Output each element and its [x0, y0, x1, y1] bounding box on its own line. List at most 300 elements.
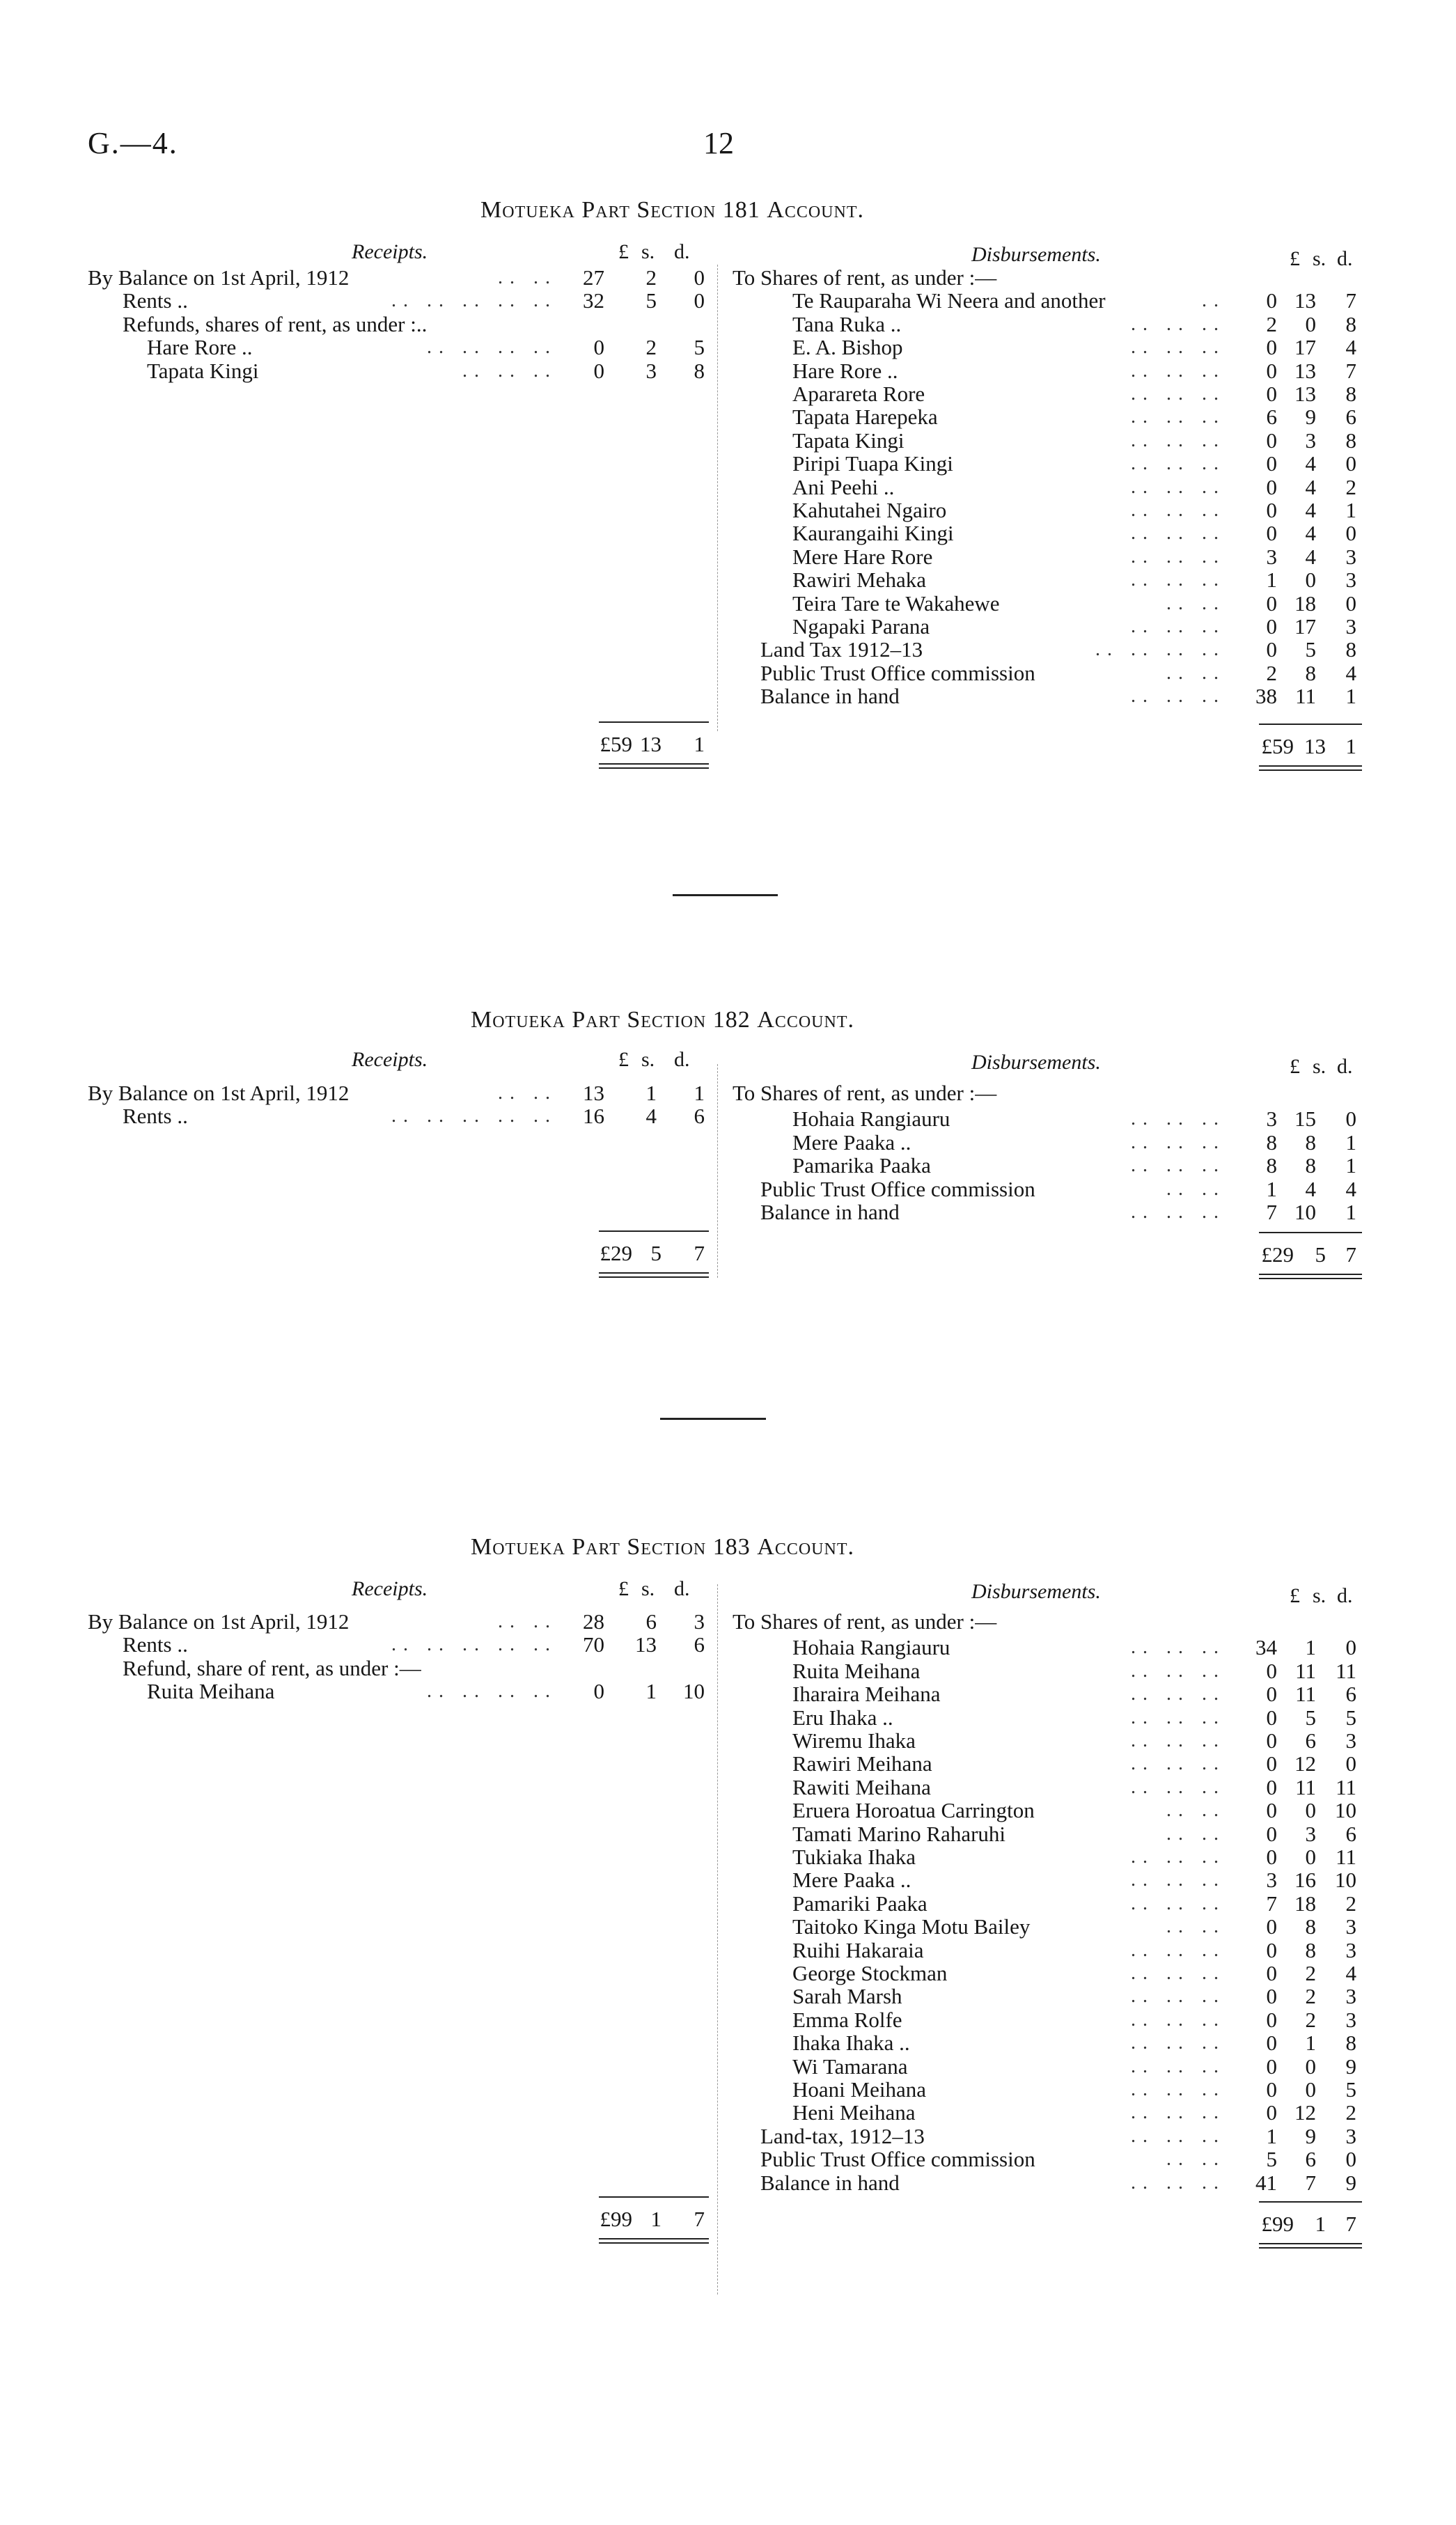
receipt-pence: 8 [694, 358, 705, 383]
leader-dots: .. .. [498, 1082, 557, 1104]
disbursement-pounds: 0 [1266, 1774, 1277, 1799]
title-word: Account. [757, 1007, 854, 1033]
receipt-pounds: 28 [583, 1609, 604, 1634]
leader-dots: .. .. [1166, 2148, 1226, 2171]
disbursement-pounds: 8 [1266, 1129, 1277, 1155]
disbursement-label: Pamariki Paaka [792, 1891, 927, 1916]
receipt-label: Rents .. [123, 1104, 188, 1129]
disbursement-pounds: 2 [1266, 311, 1277, 336]
leader-dots: .. .. .. .. .. [391, 1634, 557, 1656]
leader-dots: .. .. .. [1131, 1846, 1226, 1868]
leader-dots: .. .. .. [1131, 569, 1226, 591]
disbursements-total-pence: 1 [1345, 734, 1356, 758]
leader-dots: .. .. .. [1131, 1131, 1226, 1153]
disbursement-shillings: 0 [1305, 2054, 1316, 2079]
disbursement-pounds: 0 [1266, 1984, 1277, 2009]
disbursement-pence: 0 [1345, 591, 1356, 616]
disbursement-shillings: 8 [1305, 660, 1316, 685]
disbursement-shillings: 2 [1305, 1961, 1316, 1985]
disbursement-label: Balance in hand [760, 2170, 900, 2195]
disbursement-pounds: 0 [1266, 382, 1277, 406]
disbursement-shillings: 4 [1305, 1176, 1316, 1201]
leader-dots: .. .. .. [1131, 429, 1226, 451]
disbursement-pounds: 3 [1266, 1107, 1277, 1132]
disbursement-pounds: 0 [1266, 1937, 1277, 1962]
disbursement-label: Balance in hand [760, 1200, 900, 1224]
receipt-pence: 5 [694, 335, 705, 360]
disbursement-pounds: 0 [1266, 2054, 1277, 2079]
receipt-shillings: 2 [645, 335, 657, 360]
disbursement-pence: 8 [1345, 2031, 1356, 2056]
disbursement-label: Mere Paaka .. [792, 1129, 911, 1155]
receipt-pounds: 0 [593, 335, 604, 360]
disbursement-label: Tana Ruka .. [792, 311, 902, 336]
disbursement-pounds: 41 [1255, 2170, 1277, 2195]
disbursement-label: Hohaia Rangiauru [792, 1107, 950, 1132]
disbursement-pounds: 0 [1266, 1821, 1277, 1846]
disbursements-total-rule [1259, 1232, 1362, 1233]
receipts-total-shillings: 13 [640, 732, 662, 756]
disbursement-shillings: 0 [1305, 1845, 1316, 1869]
column-divider [717, 1584, 718, 2295]
disbursement-pence: 6 [1345, 405, 1356, 430]
leader-dots: .. .. .. [1131, 1730, 1226, 1751]
title-word: Section [636, 197, 717, 223]
disbursement-pence: 3 [1345, 1728, 1356, 1753]
disbursement-label: To Shares of rent, as under :— [733, 1081, 997, 1105]
leader-dots: .. .. .. [1131, 522, 1226, 545]
disbursements-col-shillings: s. [1313, 1055, 1326, 1078]
disbursement-label: Rawiti Meihana [792, 1774, 931, 1799]
receipt-label: Refund, share of rent, as under :— [123, 1655, 421, 1680]
leader-dots: .. .. [1166, 1822, 1226, 1845]
receipt-shillings: 1 [645, 1679, 657, 1704]
disbursement-pounds: 8 [1266, 1153, 1277, 1178]
disbursement-pence: 7 [1345, 358, 1356, 383]
receipts-total-rule [599, 721, 709, 723]
disbursement-pounds: 2 [1266, 660, 1277, 685]
disbursement-label: Heni Meihana [792, 2100, 916, 2125]
disbursement-label: Hare Rore .. [792, 358, 898, 383]
disbursement-pence: 0 [1345, 451, 1356, 476]
receipt-pence: 0 [694, 288, 705, 313]
disbursement-shillings: 0 [1305, 311, 1316, 336]
disbursement-shillings: 1 [1305, 2031, 1316, 2056]
disbursement-pence: 3 [1345, 2123, 1356, 2148]
disbursement-pence: 8 [1345, 428, 1356, 453]
disbursement-pounds: 7 [1266, 1891, 1277, 1916]
receipts-heading: Receipts. [352, 1048, 428, 1071]
receipt-label: Ruita Meihana [147, 1679, 275, 1704]
receipt-shillings: 4 [645, 1104, 657, 1129]
leader-dots: .. .. .. [1131, 383, 1226, 405]
disbursement-shillings: 18 [1294, 1891, 1316, 1916]
leader-dots: .. .. .. .. [427, 336, 557, 359]
leader-dots: .. .. .. [1131, 1108, 1226, 1130]
leader-dots: .. .. .. [1131, 1869, 1226, 1891]
leader-dots: .. .. .. [1131, 2008, 1226, 2031]
disbursement-label: Iharaira Meihana [792, 1682, 941, 1707]
disbursement-pounds: 0 [1266, 1914, 1277, 1939]
disbursement-label: Emma Rolfe [792, 2007, 902, 2032]
disbursement-pence: 6 [1345, 1682, 1356, 1707]
leader-dots: .. [1202, 290, 1226, 312]
title-word: 181 [722, 197, 760, 223]
disbursement-label: To Shares of rent, as under :— [733, 265, 997, 290]
disbursement-label: E. A. Bishop [792, 335, 903, 360]
disbursement-pence: 2 [1345, 1891, 1356, 1916]
disbursement-shillings: 5 [1305, 637, 1316, 662]
disbursement-label: Aparareta Rore [792, 382, 925, 406]
disbursement-label: Tapata Harepeka [792, 405, 938, 430]
disbursement-pence: 9 [1345, 2054, 1356, 2079]
disbursement-label: Eruera Horoatua Carrington [792, 1798, 1035, 1823]
disbursement-shillings: 0 [1305, 2077, 1316, 2102]
leader-dots: .. .. .. [1131, 616, 1226, 637]
disbursement-pounds: 34 [1255, 1635, 1277, 1660]
receipts-col-shillings: s. [641, 240, 655, 263]
leader-dots: .. .. .. [1131, 1985, 1226, 2008]
disbursement-pounds: 0 [1266, 474, 1277, 499]
disbursement-label: Hohaia Rangiauru [792, 1635, 950, 1660]
leader-dots: .. .. .. [1131, 499, 1226, 521]
title-word: Part [581, 197, 630, 223]
disbursement-shillings: 4 [1305, 521, 1316, 546]
disbursement-pounds: 5 [1266, 2147, 1277, 2172]
disbursement-pounds: 0 [1266, 335, 1277, 360]
leader-dots: .. .. [498, 1611, 557, 1632]
leader-dots: .. .. .. [1131, 2032, 1226, 2054]
receipt-label: Refunds, shares of rent, as under :.. [123, 311, 428, 336]
leader-dots: .. .. .. [1131, 1636, 1226, 1659]
disbursement-pence: 1 [1345, 1153, 1356, 1178]
disbursement-shillings: 15 [1294, 1107, 1316, 1132]
disbursement-label: To Shares of rent, as under :— [733, 1609, 997, 1634]
disbursement-shillings: 9 [1305, 405, 1316, 430]
leader-dots: .. .. [1166, 662, 1226, 684]
receipts-total-rule [599, 2196, 709, 2198]
disbursement-pounds: 0 [1266, 1682, 1277, 1707]
account-title [471, 1534, 854, 1561]
disbursement-label: Mere Paaka .. [792, 1868, 911, 1893]
receipts-total-pounds: £59 [600, 732, 632, 756]
disbursements-total-double-rule [1259, 1274, 1362, 1279]
receipts-total-double-rule [599, 763, 709, 769]
disbursement-pounds: 0 [1266, 1961, 1277, 1985]
disbursement-pounds: 0 [1266, 1705, 1277, 1730]
disbursements-col-pence: d. [1337, 1055, 1353, 1078]
receipts-total-pounds: £29 [600, 1241, 632, 1265]
leader-dots: .. .. .. [1131, 2055, 1226, 2077]
disbursement-pounds: 0 [1266, 2100, 1277, 2125]
receipt-label: By Balance on 1st April, 1912 [88, 1609, 350, 1634]
leader-dots: .. .. .. [1131, 1892, 1226, 1914]
disbursement-shillings: 13 [1294, 358, 1316, 383]
leader-dots: .. .. .. [1131, 1155, 1226, 1177]
disbursement-label: Kahutahei Ngairo [792, 498, 947, 522]
disbursement-label: Te Rauparaha Wi Neera and another [792, 288, 1106, 313]
receipt-pence: 6 [694, 1104, 705, 1129]
disbursement-shillings: 11 [1295, 1658, 1316, 1683]
receipt-pence: 1 [694, 1081, 705, 1105]
disbursement-pounds: 0 [1266, 637, 1277, 662]
disbursement-pence: 3 [1345, 1984, 1356, 2009]
disbursement-pounds: 0 [1266, 2077, 1277, 2102]
disbursement-label: Balance in hand [760, 684, 900, 709]
disbursement-shillings: 16 [1294, 1868, 1316, 1893]
leader-dots: .. .. .. [1131, 1776, 1226, 1798]
disbursements-heading: Disbursements. [971, 1580, 1101, 1603]
disbursement-label: Rawiri Meihana [792, 1751, 932, 1776]
disbursements-total-pounds: £99 [1261, 2212, 1294, 2236]
disbursement-shillings: 4 [1305, 544, 1316, 569]
disbursement-pence: 2 [1345, 474, 1356, 499]
title-word: Part [572, 1534, 620, 1560]
disbursements-col-pounds: £ [1290, 1584, 1300, 1607]
receipts-heading: Receipts. [352, 240, 428, 263]
disbursement-shillings: 13 [1294, 382, 1316, 406]
leader-dots: .. .. .. [1131, 406, 1226, 428]
disbursement-label: Kaurangaihi Kingi [792, 521, 954, 546]
leader-dots: .. .. .. [1131, 2102, 1226, 2124]
disbursement-shillings: 6 [1305, 1728, 1316, 1753]
disbursement-pence: 1 [1345, 498, 1356, 522]
disbursements-total-double-rule [1259, 2243, 1362, 2249]
disbursement-pence: 0 [1345, 1751, 1356, 1776]
disbursement-pounds: 0 [1266, 521, 1277, 546]
disbursement-pounds: 0 [1266, 1751, 1277, 1776]
receipts-col-pence: d. [674, 1577, 690, 1600]
disbursement-pounds: 0 [1266, 1845, 1277, 1869]
receipt-shillings: 2 [645, 265, 657, 290]
column-divider [717, 265, 718, 731]
title-word: Motueka [471, 1534, 565, 1560]
title-word: Section [627, 1007, 707, 1033]
receipts-col-pounds: £ [618, 1048, 629, 1071]
disbursements-total-rule [1259, 2201, 1362, 2203]
disbursement-pence: 0 [1345, 2147, 1356, 2172]
receipts-total-rule [599, 1230, 709, 1232]
receipts-col-pence: d. [674, 1048, 690, 1071]
account-title [471, 1007, 854, 1033]
leader-dots: .. .. .. [462, 359, 557, 382]
receipts-total-pounds: £99 [600, 2207, 632, 2231]
disbursement-label: Public Trust Office commission [760, 660, 1035, 685]
disbursement-pence: 4 [1345, 1176, 1356, 1201]
disbursement-label: Wi Tamarana [792, 2054, 908, 2079]
disbursement-pounds: 0 [1266, 451, 1277, 476]
leader-dots: .. .. [498, 267, 557, 288]
section-separator [673, 894, 778, 896]
disbursements-total-rule [1259, 724, 1362, 725]
disbursement-label: Wiremu Ihaka [792, 1728, 916, 1753]
disbursement-pence: 2 [1345, 2100, 1356, 2125]
disbursement-pounds: 0 [1266, 1798, 1277, 1823]
receipts-total-pence: 1 [694, 732, 705, 756]
receipts-total-double-rule [599, 1272, 709, 1278]
disbursement-pounds: 0 [1266, 2031, 1277, 2056]
receipts-col-shillings: s. [641, 1048, 655, 1071]
receipt-label: Hare Rore .. [147, 335, 253, 360]
receipt-pounds: 70 [583, 1632, 604, 1657]
receipts-total-double-rule [599, 2238, 709, 2244]
disbursement-pounds: 0 [1266, 358, 1277, 383]
disbursements-col-shillings: s. [1313, 247, 1326, 270]
disbursement-label: Land-tax, 1912–13 [760, 2123, 925, 2148]
disbursement-shillings: 0 [1305, 568, 1316, 593]
receipt-shillings: 6 [645, 1609, 657, 1634]
disbursement-shillings: 11 [1295, 1774, 1316, 1799]
disbursement-pounds: 0 [1266, 498, 1277, 522]
receipt-pounds: 16 [583, 1104, 604, 1129]
disbursement-label: Hoani Meihana [792, 2077, 926, 2102]
disbursement-shillings: 6 [1305, 2147, 1316, 2172]
disbursement-shillings: 18 [1294, 591, 1316, 616]
receipt-shillings: 3 [645, 358, 657, 383]
receipt-shillings: 13 [635, 1632, 657, 1657]
receipt-pounds: 0 [593, 358, 604, 383]
title-word: Account. [767, 197, 864, 223]
disbursement-pence: 8 [1345, 311, 1356, 336]
disbursement-shillings: 4 [1305, 474, 1316, 499]
disbursements-total-pence: 7 [1345, 2212, 1356, 2236]
leader-dots: .. .. .. .. [1095, 639, 1226, 661]
leader-dots: .. .. [1166, 1799, 1226, 1822]
disbursements-total-shillings: 5 [1315, 1242, 1326, 1267]
leader-dots: .. .. .. [1131, 2125, 1226, 2147]
disbursement-shillings: 8 [1305, 1914, 1316, 1939]
disbursement-pence: 11 [1336, 1658, 1356, 1683]
disbursement-shillings: 13 [1294, 288, 1316, 313]
disbursement-label: Ani Peehi .. [792, 474, 895, 499]
disbursement-shillings: 11 [1295, 684, 1316, 709]
disbursement-shillings: 9 [1305, 2123, 1316, 2148]
receipts-col-pounds: £ [618, 240, 629, 263]
disbursement-shillings: 2 [1305, 2007, 1316, 2032]
disbursement-pounds: 6 [1266, 405, 1277, 430]
disbursement-pounds: 0 [1266, 591, 1277, 616]
disbursement-shillings: 1 [1305, 1635, 1316, 1660]
receipts-col-shillings: s. [641, 1577, 655, 1600]
leader-dots: .. .. .. [1131, 313, 1226, 335]
disbursement-pence: 1 [1345, 684, 1356, 709]
disbursement-label: Land Tax 1912–13 [760, 637, 923, 662]
disbursement-shillings: 7 [1305, 2170, 1316, 2195]
title-word: Section [627, 1534, 707, 1560]
disbursement-pence: 4 [1345, 1961, 1356, 1985]
receipt-label: By Balance on 1st April, 1912 [88, 265, 350, 290]
title-word: 183 [712, 1534, 751, 1560]
leader-dots: .. .. .. [1131, 1939, 1226, 1961]
leader-dots: .. .. .. .. [427, 1680, 557, 1703]
leader-dots: .. .. [1166, 592, 1226, 614]
disbursement-shillings: 3 [1305, 428, 1316, 453]
disbursements-col-shillings: s. [1313, 1584, 1326, 1607]
receipt-shillings: 5 [645, 288, 657, 313]
leader-dots: .. .. .. .. .. [391, 1105, 557, 1127]
disbursement-shillings: 10 [1294, 1200, 1316, 1224]
disbursement-label: Rawiri Mehaka [792, 568, 926, 593]
disbursement-pence: 10 [1335, 1798, 1356, 1823]
receipts-heading: Receipts. [352, 1577, 428, 1600]
receipts-col-pounds: £ [618, 1577, 629, 1600]
disbursement-pence: 0 [1345, 1635, 1356, 1660]
disbursement-label: Teira Tare te Wakahewe [792, 591, 1000, 616]
disbursement-label: Taitoko Kinga Motu Bailey [792, 1914, 1031, 1939]
disbursement-pence: 0 [1345, 1107, 1356, 1132]
disbursement-label: Tukiaka Ihaka [792, 1845, 916, 1869]
receipts-total-pence: 7 [694, 2207, 705, 2231]
receipts-total-shillings: 5 [650, 1241, 662, 1265]
receipt-label: Rents .. [123, 288, 188, 313]
receipts-col-pence: d. [674, 240, 690, 263]
leader-dots: .. .. .. [1131, 453, 1226, 475]
disbursement-label: Public Trust Office commission [760, 1176, 1035, 1201]
disbursement-pence: 8 [1345, 637, 1356, 662]
page-number: 12 [703, 126, 734, 160]
receipt-label: Rents .. [123, 1632, 188, 1657]
title-word: Account. [757, 1534, 854, 1560]
disbursement-pounds: 1 [1266, 2123, 1277, 2148]
leader-dots: .. .. .. [1131, 1706, 1226, 1728]
disbursement-pounds: 3 [1266, 1868, 1277, 1893]
receipt-shillings: 1 [645, 1081, 657, 1105]
disbursement-shillings: 5 [1305, 1705, 1316, 1730]
account-title [480, 197, 864, 224]
disbursement-shillings: 8 [1305, 1129, 1316, 1155]
disbursement-pounds: 0 [1266, 1658, 1277, 1683]
disbursement-label: Ngapaki Parana [792, 614, 930, 639]
disbursement-shillings: 17 [1294, 614, 1316, 639]
disbursements-col-pounds: £ [1290, 1055, 1300, 1078]
disbursement-pounds: 0 [1266, 2007, 1277, 2032]
disbursement-pence: 3 [1345, 2007, 1356, 2032]
disbursement-shillings: 4 [1305, 498, 1316, 522]
receipt-label: Tapata Kingi [147, 358, 259, 383]
leader-dots: .. .. .. [1131, 476, 1226, 498]
leader-dots: .. .. .. [1131, 545, 1226, 568]
disbursement-pounds: 3 [1266, 544, 1277, 569]
disbursement-shillings: 0 [1305, 1798, 1316, 1823]
disbursement-label: Mere Hare Rore [792, 544, 933, 569]
disbursement-label: Sarah Marsh [792, 1984, 902, 2009]
disbursements-total-shillings: 1 [1315, 2212, 1326, 2236]
leader-dots: .. .. [1166, 1916, 1226, 1938]
disbursement-label: Tapata Kingi [792, 428, 905, 453]
disbursements-heading: Disbursements. [971, 1051, 1101, 1074]
leader-dots: .. .. .. [1131, 1962, 1226, 1984]
disbursement-pence: 4 [1345, 335, 1356, 360]
disbursement-pence: 3 [1345, 1937, 1356, 1962]
disbursement-pence: 4 [1345, 660, 1356, 685]
disbursement-pounds: 0 [1266, 614, 1277, 639]
title-word: Motueka [471, 1007, 565, 1033]
disbursements-heading: Disbursements. [971, 243, 1101, 266]
disbursement-shillings: 2 [1305, 1984, 1316, 2009]
column-divider [717, 1064, 718, 1278]
disbursements-total-double-rule [1259, 765, 1362, 771]
disbursement-shillings: 17 [1294, 335, 1316, 360]
disbursements-total-shillings: 13 [1304, 734, 1326, 758]
disbursements-col-pounds: £ [1290, 247, 1300, 270]
disbursement-label: Ihaka Ihaka .. [792, 2031, 910, 2056]
disbursements-total-pence: 7 [1345, 1242, 1356, 1267]
disbursements-col-pence: d. [1337, 1584, 1353, 1607]
leader-dots: .. .. .. [1131, 1683, 1226, 1705]
receipt-pounds: 13 [583, 1081, 604, 1105]
receipt-pence: 3 [694, 1609, 705, 1634]
disbursement-pence: 5 [1345, 2077, 1356, 2102]
